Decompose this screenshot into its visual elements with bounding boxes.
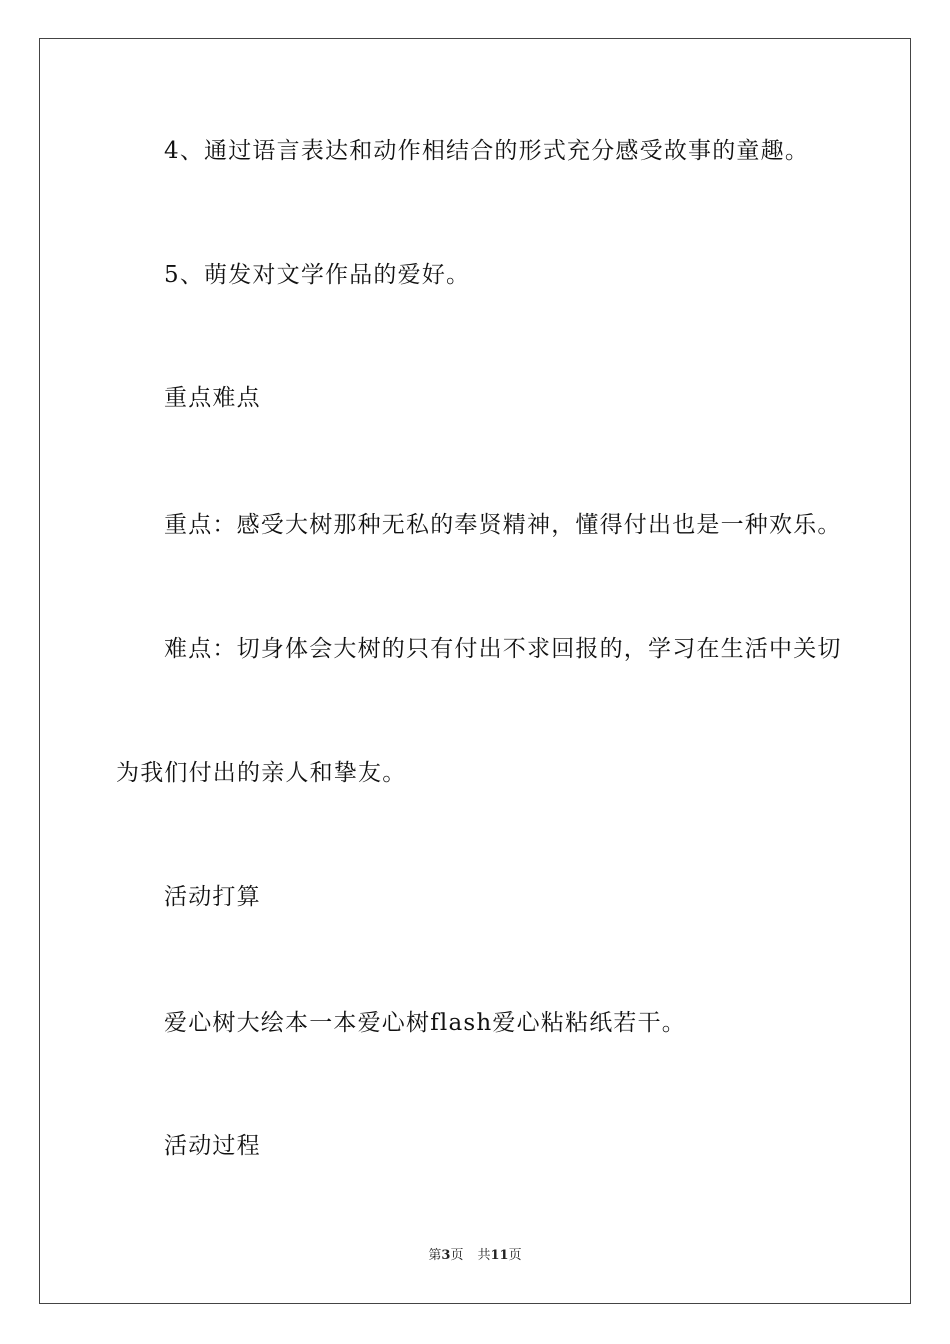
section-heading-activity-plan: 活动打算: [164, 884, 261, 910]
paragraph-difficulty-continued: 为我们付出的亲人和挚友。: [116, 760, 407, 786]
footer-total-pages: 11: [490, 1248, 509, 1263]
page-border: [39, 38, 911, 1304]
paragraph-objective-4: 4、通过语言表达和动作相结合的形式充分感受故事的童趣。: [164, 138, 810, 164]
footer-page-suffix: 页: [450, 1248, 464, 1263]
footer-page-number: 3: [441, 1248, 451, 1263]
section-heading-activity-process: 活动过程: [164, 1133, 261, 1159]
page-footer: [0, 1246, 950, 1266]
paragraph-difficulty: 难点：切身体会大树的只有付出不求回报的，学习在生活中关切: [164, 636, 842, 662]
paragraph-objective-5: 5、萌发对文学作品的爱好。: [164, 262, 471, 288]
footer-total-suffix: 页: [508, 1248, 522, 1263]
paragraph-key-point: 重点：感受大树那种无私的奉贤精神，懂得付出也是一种欢乐。: [164, 512, 842, 538]
footer-total-prefix: 共: [477, 1248, 491, 1263]
section-heading-key-points: 重点难点: [164, 385, 261, 411]
footer-page-prefix: 第: [428, 1248, 442, 1263]
paragraph-materials: 爱心树大绘本一本爱心树flash爱心粘粘纸若干。: [164, 1010, 686, 1036]
